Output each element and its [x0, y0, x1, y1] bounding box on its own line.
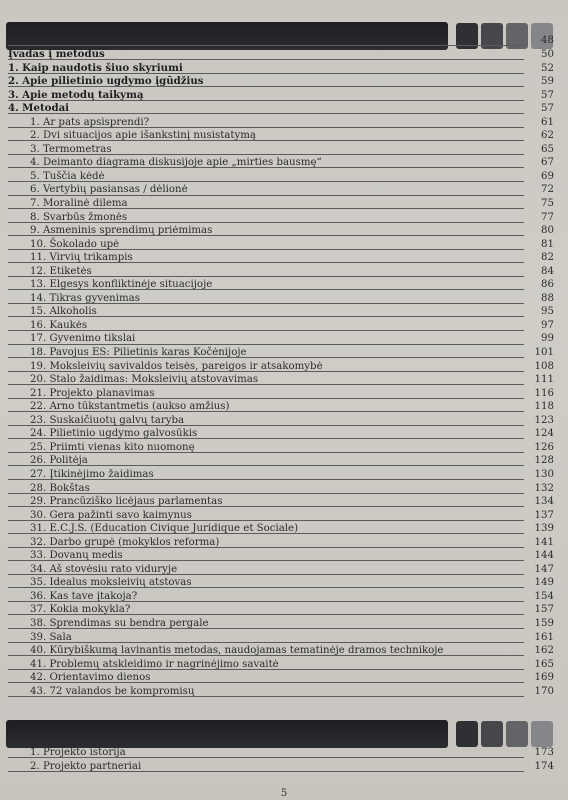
leader-line [8, 45, 524, 46]
toc-row[interactable] [8, 332, 554, 346]
toc-entry-title: 1. Projekto istorija [30, 747, 126, 758]
toc-entry-title: 20. Stalo žaidimas: Moksleivių atstovavimas [30, 374, 259, 386]
toc-entry-title: 34. Aš stovėsiu rato viduryje [30, 563, 178, 575]
toc-page-number: 169 [534, 672, 554, 684]
toc-entry-title: 9. Asmeninis sprendimų priėmimas [30, 225, 213, 237]
toc-row[interactable] [8, 224, 554, 238]
toc-page-number: 77 [541, 211, 554, 223]
toc-row[interactable] [8, 590, 554, 604]
section-header-band-2 [6, 720, 554, 748]
toc-entry-title: 29. Prancūziško licėjaus parlamentas [30, 496, 223, 508]
toc-row[interactable] [8, 319, 554, 333]
toc-row[interactable] [8, 400, 554, 414]
toc-page-number: 126 [534, 441, 554, 453]
toc-entry-title: 43. 72 valandos be kompromisų [30, 685, 195, 697]
toc-row[interactable] [8, 183, 554, 197]
toc-row[interactable] [8, 305, 554, 319]
toc-row[interactable] [8, 509, 554, 523]
toc-page-number: 59 [541, 76, 554, 88]
header-square-1 [456, 721, 478, 747]
toc-entry-title: 6. Vertybių pasiansas / dėlionė [30, 184, 188, 196]
section-header-bar-2 [6, 720, 448, 748]
toc-row[interactable] [8, 360, 554, 374]
toc-entry-title: 17. Gyvenimo tikslai [30, 333, 136, 345]
toc-entry-title: 23. Suskaičiuotų galvų taryba [30, 414, 185, 426]
toc-row[interactable] [8, 427, 554, 441]
toc-row[interactable] [8, 48, 554, 62]
toc-page-number: 111 [534, 374, 554, 386]
toc-page-number: 52 [541, 62, 554, 74]
toc-row[interactable] [8, 495, 554, 509]
toc-row[interactable] [8, 549, 554, 563]
toc-row[interactable] [8, 522, 554, 536]
table-of-contents [8, 48, 554, 698]
toc-row[interactable] [8, 238, 554, 252]
toc-page-number: 134 [534, 496, 554, 508]
toc-page-number: 159 [534, 617, 554, 629]
toc-entry-title: 12. Etiketės [30, 265, 92, 277]
toc-entry-title: 4. Metodai [8, 102, 70, 115]
toc-page-number: 130 [534, 468, 554, 480]
toc-row[interactable] [8, 292, 554, 306]
toc-page-number: 161 [534, 631, 554, 643]
toc-row[interactable] [8, 482, 554, 496]
toc-entry-title: 31. E.C.J.S. (Education Civique Juridique et Sociale) [30, 523, 299, 535]
toc-entry-title: 1. Ar pats apsisprendi? [30, 116, 150, 128]
toc-row[interactable] [8, 746, 554, 760]
toc-page-number: 128 [534, 455, 554, 467]
toc-entry-title: 7. Moralinė dilema [30, 198, 128, 210]
toc-row[interactable] [8, 346, 554, 360]
toc-entry-title: 35. Idealus moksleivių atstovas [30, 577, 192, 589]
toc-entry-title: 40. Kūrybiškumą lavinantis metodas, naudojamas tematinėje dramos technikoje [30, 645, 444, 657]
toc-row[interactable] [8, 536, 554, 550]
toc-entry-title: 2. Projekto partneriai [30, 760, 142, 772]
toc-entry-title: 5. Tuščia kėdė [30, 170, 105, 182]
toc-entry-title: 30. Gera pažinti savo kaimynus [30, 509, 192, 521]
toc-page-number: 99 [541, 333, 554, 345]
toc-row[interactable] [8, 170, 554, 184]
toc-entry-title: 13. Elgesys konfliktinėje situacijoje [30, 279, 213, 291]
toc-row[interactable] [8, 658, 554, 672]
toc-row[interactable] [8, 603, 554, 617]
toc-page-number: 165 [534, 658, 554, 670]
toc-entry-title: 24. Pilietinio ugdymo galvosūkis [30, 428, 198, 440]
toc-row[interactable] [8, 143, 554, 157]
toc-row[interactable] [8, 102, 554, 116]
toc-row[interactable] [8, 454, 554, 468]
toc-page-number: 80 [541, 225, 554, 237]
toc-entry-title: Įvadas į metodus [8, 48, 105, 60]
toc-page-number: 81 [541, 238, 554, 250]
toc-page-number: 116 [534, 387, 554, 399]
toc-entry-title: 25. Priimti vienas kito nuomonę [30, 441, 195, 453]
toc-entry-title: 22. Arno tūkstantmetis (aukso amžius) [30, 401, 230, 413]
toc-page-number: 65 [541, 143, 554, 155]
toc-page-number: 50 [541, 49, 554, 60]
header-square-4 [531, 721, 553, 747]
toc-page-number: 123 [534, 414, 554, 426]
toc-row[interactable] [8, 278, 554, 292]
toc-page-number: 95 [541, 306, 554, 318]
toc-entry-title: 15. Alkoholis [30, 306, 97, 318]
toc-row[interactable] [8, 89, 554, 103]
header-square-2 [481, 721, 503, 747]
toc-row[interactable] [8, 760, 554, 774]
toc-page-number: 48 [541, 35, 554, 46]
toc-page-number: 86 [541, 279, 554, 291]
toc-page-number: 149 [534, 577, 554, 589]
toc-entry-title: 2. Apie pilietinio ugdymo įgūdžius [8, 75, 204, 88]
toc-page-number: 139 [534, 523, 554, 535]
toc-entry-title: 18. Pavojus ES: Pilietinis karas Kočėnijoje [30, 347, 247, 359]
toc-row[interactable] [8, 387, 554, 401]
toc-top-entry [8, 34, 554, 48]
toc-row[interactable] [8, 685, 554, 699]
toc-page-number: 69 [541, 170, 554, 182]
toc-entry-title: 38. Sprendimas su bendra pergale [30, 617, 209, 629]
table-of-contents-2 [8, 746, 554, 773]
toc-entry-title: 10. Šokolado upė [30, 238, 120, 250]
toc-row[interactable] [8, 576, 554, 590]
toc-entry-title: 3. Termometras [30, 143, 112, 155]
toc-page-number: 75 [541, 198, 554, 210]
toc-row[interactable] [8, 468, 554, 482]
toc-row[interactable] [8, 671, 554, 685]
toc-row[interactable] [8, 34, 554, 48]
toc-page-number: 84 [541, 265, 554, 277]
header-square-3 [506, 721, 528, 747]
toc-page-number: 162 [534, 645, 554, 657]
toc-page-number: 170 [534, 685, 554, 697]
toc-page-number: 157 [534, 604, 554, 616]
toc-page-number: 137 [534, 509, 554, 521]
toc-entry-title: 3. Apie metodų taikymą [8, 88, 144, 101]
toc-entry-title: 4. Deimanto diagrama diskusijoje apie „mirties bausmę“ [30, 157, 322, 169]
toc-entry-title: 11. Virvių trikampis [30, 252, 133, 264]
toc-entry-title: 32. Darbo grupė (mokyklos reforma) [30, 536, 220, 548]
toc-entry-title: 16. Kaukės [30, 319, 88, 331]
toc-entry-title: 39. Sala [30, 631, 72, 643]
toc-row[interactable] [8, 563, 554, 577]
toc-row[interactable] [8, 251, 554, 265]
page-number: 5 [280, 788, 288, 799]
toc-page-number: 67 [541, 157, 554, 169]
toc-row[interactable] [8, 265, 554, 279]
toc-page-number: 174 [534, 760, 554, 772]
toc-row[interactable] [8, 631, 554, 645]
toc-entry-title: 1. Kaip naudotis šiuo skyriumi [8, 61, 183, 74]
toc-entry-title: 2. Dvi situacijos apie išankstinį nusistatymą [30, 130, 256, 142]
toc-entry-title: 28. Bokštas [30, 482, 90, 494]
toc-row[interactable] [8, 62, 554, 76]
toc-page-number: 82 [541, 252, 554, 264]
toc-page-number: 173 [534, 747, 554, 758]
toc-page-number: 101 [534, 347, 554, 359]
toc-page-number: 61 [541, 116, 554, 128]
toc-page-number: 144 [534, 550, 554, 562]
toc-page-number: 72 [541, 184, 554, 196]
toc-page-number: 124 [534, 428, 554, 440]
toc-entry-title: 42. Orientavimo dienos [30, 672, 151, 684]
toc-entry-title: 21. Projekto planavimas [30, 387, 155, 399]
toc-page-number: 62 [541, 130, 554, 142]
toc-entry-title: 37. Kokia mokykla? [30, 604, 131, 616]
toc-row[interactable] [8, 116, 554, 130]
toc-entry-title: 19. Moksleivių savivaldos teisės, pareigos ir atsakomybė [30, 360, 323, 372]
leader-line [8, 642, 524, 643]
toc-row[interactable] [8, 129, 554, 143]
toc-row[interactable] [8, 414, 554, 428]
toc-page-number: 57 [541, 103, 554, 115]
toc-row[interactable] [8, 156, 554, 170]
toc-row[interactable] [8, 644, 554, 658]
toc-page-number: 132 [534, 482, 554, 494]
toc-page-number: 141 [534, 536, 554, 548]
toc-page-number: 154 [534, 590, 554, 602]
toc-page-number: 147 [534, 563, 554, 575]
toc-page-number: 88 [541, 292, 554, 304]
toc-row[interactable] [8, 197, 554, 211]
toc-entry-title: 41. Problemų atskleidimo ir nagrinėjimo savaitė [30, 658, 279, 670]
toc-entry-title: 26. Politėja [30, 455, 88, 467]
toc-entry-title: 14. Tikras gyvenimas [30, 292, 140, 304]
toc-row[interactable] [8, 441, 554, 455]
toc-row[interactable] [8, 617, 554, 631]
toc-row[interactable] [8, 373, 554, 387]
toc-page-number: 118 [534, 401, 554, 413]
toc-row[interactable] [8, 211, 554, 225]
toc-page-number: 108 [534, 360, 554, 372]
toc-entry-title: 33. Dovanų medis [30, 550, 123, 562]
toc-row[interactable] [8, 75, 554, 89]
toc-entry-title: 36. Kas tave įtakoja? [30, 590, 138, 602]
leader-line [8, 113, 524, 114]
toc-page-number: 97 [541, 319, 554, 331]
toc-entry-title: 8. Svarbūs žmonės [30, 211, 128, 223]
toc-page-number: 57 [541, 89, 554, 101]
toc-entry-title: 27. Įtikinėjimo žaidimas [30, 468, 154, 480]
